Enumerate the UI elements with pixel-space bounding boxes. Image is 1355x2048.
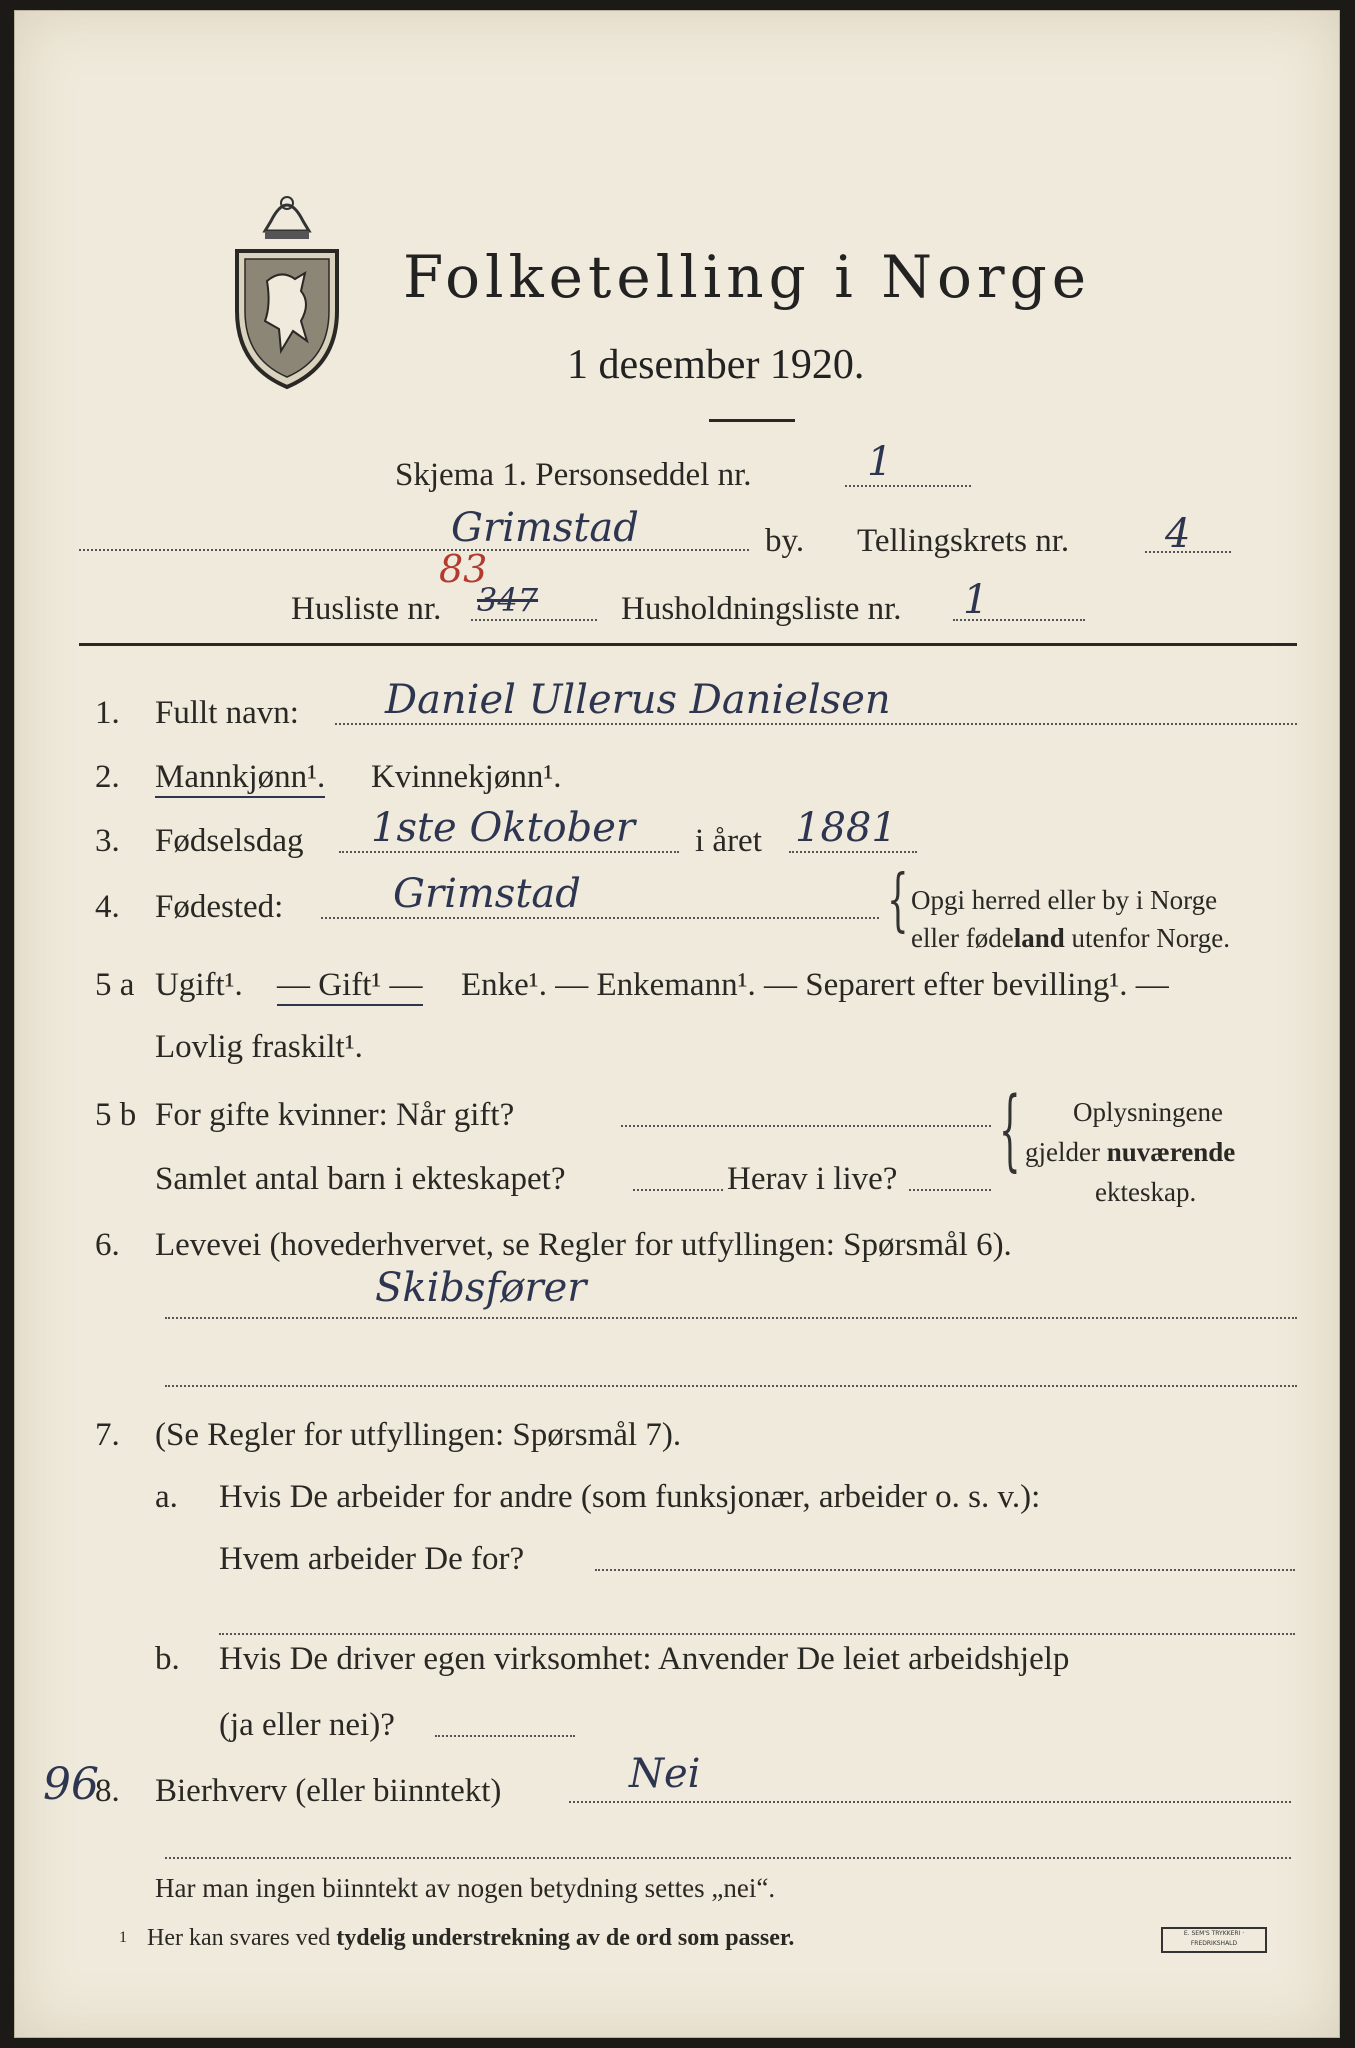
q6-label: Levevei (hovederhvervet, se Regler for utfyllingen: Spørsmål 6). xyxy=(155,1227,1012,1263)
skjema-label: Skjema 1. Personseddel nr. xyxy=(395,457,752,493)
form-title: Folketelling i Norge xyxy=(403,243,1092,311)
q5b-label: For gifte kvinner: Når gift? xyxy=(155,1097,515,1133)
tellingskrets-value[interactable]: 4 xyxy=(1165,511,1191,557)
female-option[interactable]: Kvinnekjønn¹. xyxy=(371,759,562,795)
husliste-line xyxy=(471,619,597,621)
q5b-alive-label: Herav i live? xyxy=(727,1161,898,1197)
husliste-value[interactable]: 347 xyxy=(477,581,539,619)
q4-note-line2: eller fødeland utenfor Norge. xyxy=(911,923,1230,953)
footnote-text: Her kan svares ved tydelig understrekning av de ord som passer. xyxy=(147,1925,795,1951)
ugift-option[interactable]: Ugift¹. xyxy=(155,967,243,1003)
q8-line2 xyxy=(165,1857,1291,1859)
q7a-line2 xyxy=(219,1633,1295,1635)
q5a-number: 5 a xyxy=(95,967,135,1003)
q4-number: 4. xyxy=(95,889,120,925)
q8-label: Bierhverv (eller biinntekt) xyxy=(155,1773,502,1809)
q5b-note-line3: ekteskap. xyxy=(1095,1177,1197,1207)
q6-line2 xyxy=(165,1385,1297,1387)
q3-year-line xyxy=(789,851,917,853)
gift-option[interactable]: — Gift¹ — xyxy=(277,967,423,1006)
by-label: by. xyxy=(765,523,805,559)
q3-line xyxy=(339,851,679,853)
tellingskrets-label: Tellingskrets nr. xyxy=(857,523,1070,559)
margin-note: 96 xyxy=(43,1759,99,1810)
q7a-letter: a. xyxy=(155,1479,178,1515)
full-name-value[interactable]: Daniel Ullerus Danielsen xyxy=(385,677,891,723)
birthday-value[interactable]: 1ste Oktober xyxy=(371,805,636,851)
census-form-page xyxy=(14,10,1340,2038)
q5b-children-label: Samlet antal barn i ekteskapet? xyxy=(155,1161,566,1197)
q7-number: 7. xyxy=(95,1417,120,1453)
q5b-brace: { xyxy=(999,1079,1021,1183)
footnote-mark: 1 xyxy=(119,1929,127,1946)
by-line xyxy=(79,549,749,551)
q1-line xyxy=(335,723,1297,725)
q3-number: 3. xyxy=(95,823,120,859)
q3-year-label: i året xyxy=(695,823,762,859)
occupation-value[interactable]: Skibsfører xyxy=(375,1265,587,1311)
printer-stamp: E. SEM'S TRYKKERI · FREDRIKSHALD xyxy=(1161,1927,1267,1953)
q7b-label: Hvis De driver egen virksomhet: Anvender De leiet arbeidshjelp xyxy=(219,1641,1070,1677)
q1-label: Fullt navn: xyxy=(155,695,299,731)
husholdningsliste-value[interactable]: 1 xyxy=(963,577,989,623)
husholdningsliste-label: Husholdningsliste nr. xyxy=(621,591,902,627)
q5b-married-line xyxy=(621,1125,991,1127)
q8-number: 8. xyxy=(95,1773,120,1809)
q5b-children-line xyxy=(633,1189,723,1191)
q5b-number: 5 b xyxy=(95,1097,137,1133)
q6-line1 xyxy=(165,1317,1297,1319)
q3-label: Fødselsdag xyxy=(155,823,304,859)
q6-number: 6. xyxy=(95,1227,120,1263)
q4-label: Fødested: xyxy=(155,889,284,925)
q5a-other-options[interactable]: Enke¹. — Enkemann¹. — Separert efter bevilling¹. — xyxy=(461,967,1169,1003)
husliste-label: Husliste nr. xyxy=(291,591,442,627)
q4-brace: { xyxy=(887,861,909,941)
q7b-letter: b. xyxy=(155,1641,180,1677)
personseddel-value[interactable]: 1 xyxy=(867,439,893,485)
census-date: 1 desember 1920. xyxy=(567,342,865,388)
q7a-label: Hvis De arbeider for andre (som funksjonær, arbeider o. s. v.): xyxy=(219,1479,1041,1515)
q5b-note-line1: Oplysningene xyxy=(1073,1097,1223,1127)
fraskilt-option[interactable]: Lovlig fraskilt¹. xyxy=(155,1029,363,1065)
q7a-employer-label: Hvem arbeider De for? xyxy=(219,1541,525,1577)
by-value[interactable]: Grimstad xyxy=(451,505,639,551)
q4-line xyxy=(321,917,879,919)
side-income-value[interactable]: Nei xyxy=(629,1751,701,1797)
q7b-help-label: (ja eller nei)? xyxy=(219,1707,395,1743)
male-option[interactable]: Mannkjønn¹. xyxy=(155,759,325,798)
birthplace-value[interactable]: Grimstad xyxy=(393,871,581,917)
title-divider xyxy=(709,419,795,422)
birth-year-value[interactable]: 1881 xyxy=(795,805,897,851)
husliste-correction: 83 xyxy=(439,547,488,591)
q1-number: 1. xyxy=(95,695,120,731)
q8-note: Har man ingen biinntekt av nogen betydning settes „nei“. xyxy=(155,1873,776,1903)
q4-note-line1: Opgi herred eller by i Norge xyxy=(911,885,1218,915)
header-rule xyxy=(79,643,1297,646)
q2-number: 2. xyxy=(95,759,120,795)
coat-of-arms-icon xyxy=(231,181,343,391)
q8-line xyxy=(569,1801,1291,1803)
q7b-help-line xyxy=(435,1735,575,1737)
personseddel-line xyxy=(845,485,971,487)
q7a-employer-line xyxy=(595,1569,1295,1571)
q7-label: (Se Regler for utfyllingen: Spørsmål 7). xyxy=(155,1417,682,1453)
q5b-note-line2: gjelder nuværende xyxy=(1025,1137,1236,1167)
q5b-alive-line xyxy=(909,1189,991,1191)
